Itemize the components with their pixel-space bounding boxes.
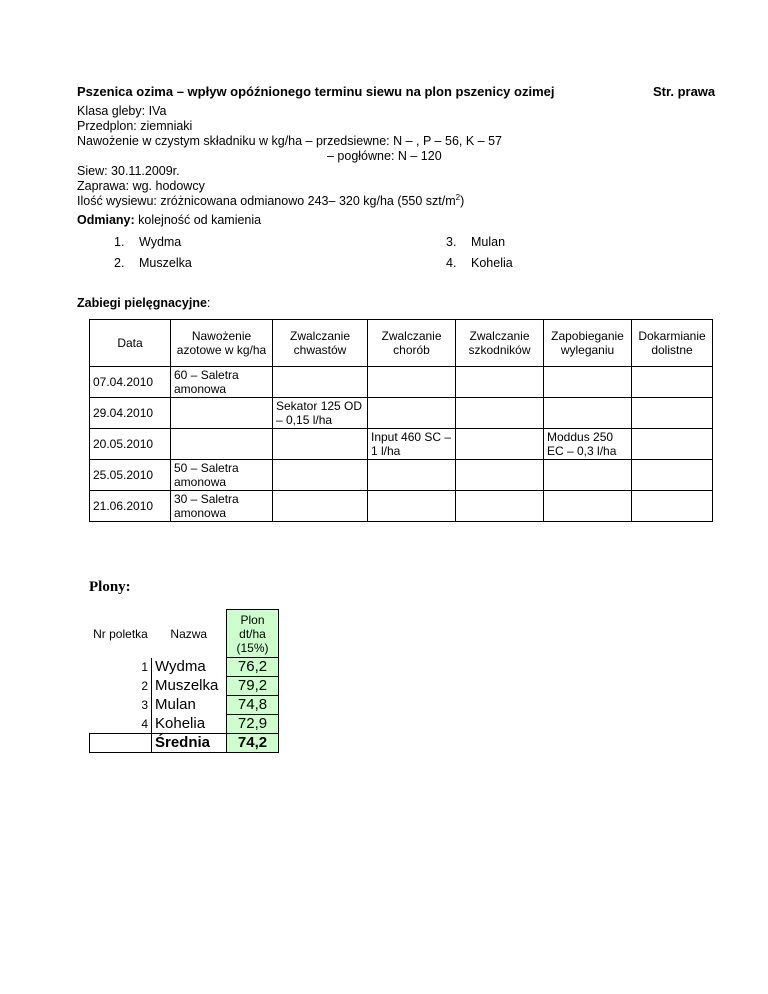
cell-date: 29.04.2010 xyxy=(90,398,171,429)
table-row-mean xyxy=(90,734,279,753)
variety-name: Kohelia xyxy=(152,715,227,734)
cell-date: 07.04.2010 xyxy=(90,367,171,398)
fertilization-pre-sowing: Nawożenie w czystym składniku w kg/ha – przedsiewne: N – , P – 56, K – 57 xyxy=(77,134,502,148)
header-yield: Plon dt/ha (15%) xyxy=(227,610,279,658)
document-title: Pszenica ozima – wpływ opóźnionego terminu siewu na plon pszenicy ozimej xyxy=(77,84,555,99)
cell: Input 460 SC – 1 l/ha xyxy=(368,429,456,460)
table-header-row xyxy=(90,320,713,367)
cell xyxy=(273,367,368,398)
treatments-table xyxy=(89,319,713,522)
plot-number: 1 xyxy=(141,660,148,674)
cell xyxy=(456,429,544,460)
cell xyxy=(273,460,368,491)
cell xyxy=(368,398,456,429)
cell xyxy=(171,429,273,460)
header-pests: Zwalczanie szkodników xyxy=(456,320,544,367)
cell xyxy=(544,491,632,522)
mean-label: Średnia xyxy=(152,734,227,753)
variety-name: Wydma xyxy=(152,658,227,677)
variety-item: 4. Kohelia xyxy=(446,256,513,270)
yield-value: 74,8 xyxy=(227,696,279,715)
variety-item: 2. Muszelka xyxy=(114,256,192,270)
cell xyxy=(632,491,713,522)
cell xyxy=(368,367,456,398)
variety-item: 1. Wydma xyxy=(114,235,182,249)
table-row xyxy=(90,696,279,715)
cell xyxy=(368,460,456,491)
cell: 60 – Saletra amonowa xyxy=(171,367,273,398)
page-side-label: Str. prawa xyxy=(653,84,716,99)
soil-class: Klasa gleby: IVa xyxy=(77,104,167,118)
cell-date: 25.05.2010 xyxy=(90,460,171,491)
cell xyxy=(632,429,713,460)
header-diseases: Zwalczanie chorób xyxy=(368,320,456,367)
plot-number: 2 xyxy=(141,679,148,693)
table-row xyxy=(90,460,713,491)
header-foliar: Dokarmianie dolistne xyxy=(632,320,713,367)
header-weeds: Zwalczanie chwastów xyxy=(273,320,368,367)
cell xyxy=(632,398,713,429)
cell: 30 – Saletra amonowa xyxy=(171,491,273,522)
cell xyxy=(632,460,713,491)
variety-item: 3. Mulan xyxy=(446,235,506,249)
yields-table xyxy=(89,609,279,753)
table-header-row xyxy=(90,610,279,658)
header-date: Data xyxy=(90,320,171,367)
cell: 50 – Saletra amonowa xyxy=(171,460,273,491)
cell xyxy=(456,491,544,522)
cell-date: 21.06.2010 xyxy=(90,491,171,522)
header-nitrogen: Nawożenie azotowe w kg/ha xyxy=(171,320,273,367)
cell xyxy=(171,398,273,429)
yield-value: 72,9 xyxy=(227,715,279,734)
variety-name: Muszelka xyxy=(152,677,227,696)
cell xyxy=(544,460,632,491)
treatments-heading: Zabiegi pielęgnacyjne: xyxy=(77,296,211,310)
plot-number: 4 xyxy=(141,716,148,731)
cell-date: 20.05.2010 xyxy=(90,429,171,460)
table-row xyxy=(90,658,279,677)
fertilization-top-dressing: – pogłówne: N – 120 xyxy=(327,149,442,163)
cell: Sekator 125 OD – 0,15 l/ha xyxy=(273,398,368,429)
table-row xyxy=(90,367,713,398)
seed-treatment: Zaprawa: wg. hodowcy xyxy=(77,179,205,193)
header-variety-name: Nazwa xyxy=(170,626,208,641)
yields-heading: Plony: xyxy=(89,579,131,595)
cell: Moddus 250 EC – 0,3 l/ha xyxy=(544,429,632,460)
cell xyxy=(544,367,632,398)
varieties-heading: Odmiany: kolejność od kamienia xyxy=(77,213,262,227)
yield-value: 79,2 xyxy=(227,677,279,696)
variety-name: Mulan xyxy=(152,696,227,715)
yield-value: 76,2 xyxy=(227,658,279,677)
cell xyxy=(368,491,456,522)
table-row xyxy=(90,677,279,696)
table-row xyxy=(90,398,713,429)
table-row xyxy=(90,491,713,522)
cell xyxy=(456,398,544,429)
header-plot-number: Nr poletka xyxy=(93,626,148,641)
seeding-rate: Ilość wysiewu: zróżnicowana odmianowo 243– 320 kg/ha (550 szt/$m^2$) xyxy=(77,193,465,209)
header-lodging: Zapobieganie wyleganiu xyxy=(544,320,632,367)
mean-value: 74,2 xyxy=(227,734,279,753)
cell xyxy=(273,429,368,460)
table-row xyxy=(90,715,279,734)
cell xyxy=(632,367,713,398)
cell xyxy=(544,398,632,429)
cell xyxy=(456,460,544,491)
empty-cell xyxy=(90,734,152,753)
previous-crop: Przedplon: ziemniaki xyxy=(77,119,193,133)
cell xyxy=(273,491,368,522)
cell xyxy=(456,367,544,398)
sowing-date: Siew: 30.11.2009r. xyxy=(77,164,180,178)
table-row xyxy=(90,429,713,460)
plot-number: 3 xyxy=(141,698,148,712)
